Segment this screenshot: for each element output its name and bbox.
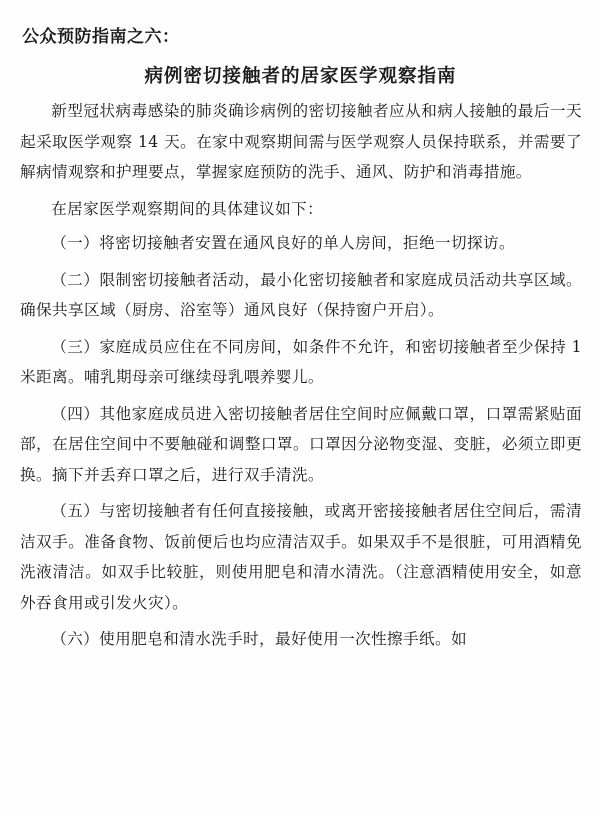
- document-body: [20, 96, 582, 661]
- advice-item-2: （二）限制密切接触者活动，最小化密切接触者和家庭成员活动共享区域。确保共享区域（厨房、浴室等）通风良好（保持窗户开启）。: [20, 270, 582, 319]
- advice-item-3: （三）家庭成员应住在不同房间，如条件不允许，和密切接触者至少保持 1 米距离。哺乳期母亲可继续母乳喂养婴儿。: [20, 337, 582, 386]
- intro-paragraph: 新型冠状病毒感染的肺炎确诊病例的密切接触者应从和病人接触的最后一天起采取医学观察 14 天。在家中观察期间需与医学观察人员保持联系，并需要了解病情观察和护理要点，掌握家庭预防的洗手、通风、防护和消毒措施。: [20, 102, 582, 181]
- advice-item-5: （五）与密切接触者有任何直接接触，或离开密接接触者居住空间后，需清洁双手。准备食物、饭前便后也均应清洁双手。如果双手不是很脏，可用酒精免洗液清洁。如双手比较脏，则使用肥皂和清水清洗。（注意酒精使用安全，如意外吞食用或引发火灾）。: [20, 502, 582, 612]
- advice-item-4: （四）其他家庭成员进入密切接触者居住空间时应佩戴口罩，口罩需紧贴面部，在居住空间中不要触碰和调整口罩。口罩因分泌物变湿、变脏，必须立即更换。摘下并丢弃口罩之后，进行双手清洗。: [20, 404, 582, 484]
- advice-item-1: （一）将密切接触者安置在通风良好的单人房间，拒绝一切探访。: [51, 234, 516, 252]
- advice-lead-paragraph: 在居家医学观察期间的具体建议如下：: [51, 199, 324, 218]
- advice-item-6: （六）使用肥皂和清水洗手时，最好使用一次性擦手纸。如: [51, 630, 468, 648]
- series-heading: 公众预防指南之六：: [22, 27, 180, 47]
- document-title: 病例密切接触者的居家医学观察指南: [144, 66, 457, 87]
